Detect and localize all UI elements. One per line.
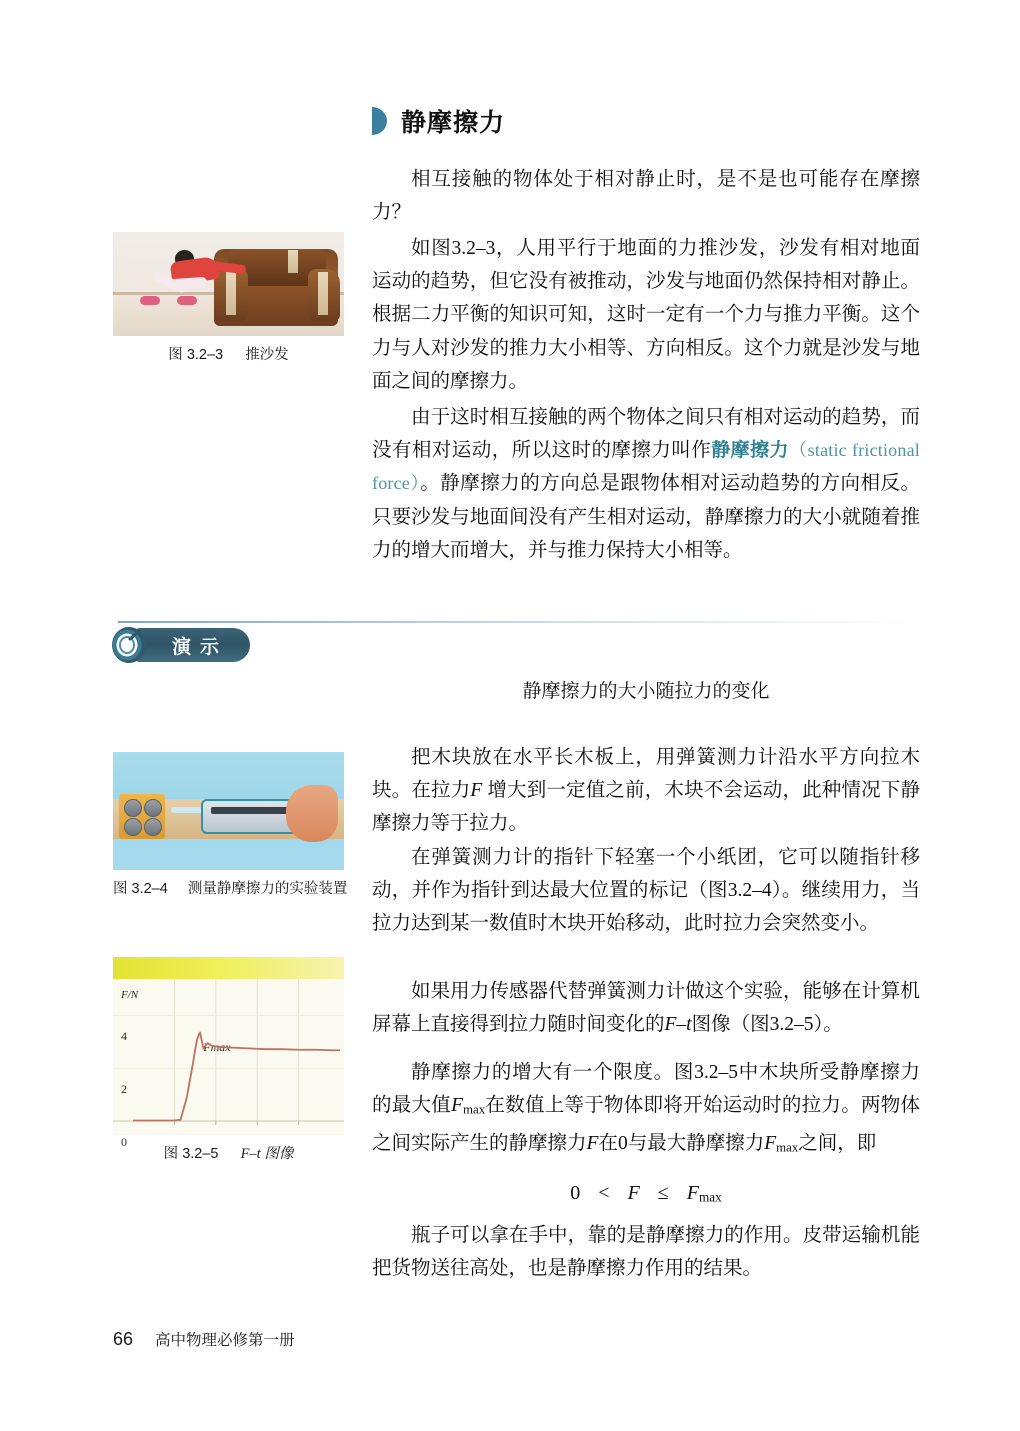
- figure-caption: [113, 877, 348, 898]
- chart-y-axis-label: F/N: [121, 989, 139, 1001]
- paragraph-static-friction-definition: [372, 401, 920, 567]
- symbol-Fmax-2: Fmax: [764, 1132, 799, 1155]
- paragraph-demo-setup: [372, 741, 920, 841]
- magnifier-icon: [110, 624, 152, 666]
- chart-curve-svg: [113, 979, 344, 1135]
- symbol-Fmax: Fmax: [451, 1095, 486, 1117]
- figure-caption-text: F–t 图像: [240, 1146, 294, 1162]
- paragraph-text: 相互接触的物体处于相对静止时，是不是也可能存在摩擦力？: [372, 169, 920, 224]
- person-back-shoe: [140, 296, 160, 305]
- limit-tail: 之间，即: [798, 1132, 877, 1154]
- formula-Fmax: Fmax: [686, 1182, 722, 1205]
- paragraph-intro-question: [372, 163, 920, 229]
- page-title: [372, 103, 505, 139]
- paragraph-max-static-friction: [372, 1056, 920, 1164]
- limit-mid2: 在0与最大静摩擦力: [598, 1132, 765, 1154]
- connecting-hook: [171, 807, 203, 813]
- demo-badge-label: 演示: [172, 636, 229, 658]
- symbol-F: F: [586, 1132, 599, 1154]
- hand: [286, 785, 338, 842]
- demo-setup-lead: 把木块放在水平长木板上，用弹簧测力计沿水平方向拉木块。在拉力: [372, 747, 920, 802]
- spring-scale-apparatus-photo: [113, 752, 344, 870]
- demo-sensor-lead: 如果用力传感器代替弹簧测力计做这个实验，能够在计算机屏幕上直接得到拉力随时间变化的: [372, 981, 920, 1036]
- formula-less-than: <: [598, 1182, 610, 1204]
- figure-number: 图 3.2–5: [163, 1146, 219, 1162]
- formula-zero: 0: [570, 1182, 581, 1204]
- formula-static-friction-range: [372, 1182, 920, 1205]
- paragraph-demo-marker: [372, 841, 920, 941]
- chart-y-tick-0: 0: [121, 1135, 127, 1149]
- person-front-leg: [171, 277, 208, 289]
- paragraph-text: 在弹簧测力计的指针下轻塞一个小纸团，它可以随指针移动，并作为指针到达最大位置的标记（图3.2–4）。继续用力，当拉力达到某一数值时木块开始移动，此时拉力会突然变小。: [372, 847, 920, 935]
- demo-title: 静摩擦力的大小随拉力的变化: [522, 681, 770, 702]
- figure-3-2-3: [113, 232, 344, 364]
- chart-plot-area: [113, 979, 344, 1149]
- sofa-strap-right: [318, 272, 328, 316]
- section-heading-label: 静摩擦力: [401, 109, 506, 137]
- footer-book-title: 高中物理必修第一册: [155, 1332, 295, 1349]
- demo-sensor-tail: 图像（图3.2–5）。: [691, 1014, 843, 1036]
- weight-disc: [144, 818, 162, 836]
- weight-disc: [124, 799, 142, 817]
- figure-number: 图 3.2–4: [113, 881, 168, 897]
- paragraph-demo-sensor: [372, 975, 920, 1041]
- symbol-F: F: [470, 780, 483, 802]
- figure-caption: [113, 1142, 344, 1163]
- figure-number: 图 3.2–3: [168, 347, 224, 363]
- paragraph-applications: [372, 1219, 920, 1285]
- weight-disc: [144, 799, 162, 817]
- paragraph-text: 如图3.2–3，人用平行于地面的力推沙发，沙发有相对地面运动的趋势，但它没有被推动，沙发与地面仍然保持相对静止。根据二力平衡的知识可知，这时一定有一个力与推力平衡。这个力与人对沙发的推力大小相等、方向相反。这个力就是沙发与地面之间的摩擦力。: [372, 238, 920, 392]
- wooden-block: [119, 794, 165, 839]
- figure-caption-text: 推沙发: [245, 347, 289, 363]
- paragraph-text: [372, 1056, 920, 1164]
- limit-mid: 在数值上等于物体即将开始运动时的拉力。两物体之间实际产生的静摩擦力: [372, 1095, 920, 1154]
- keyword-static-friction-en: （static frictional force）: [372, 440, 920, 494]
- force-time-graph: [113, 957, 344, 1149]
- formula-less-equal: ≤: [657, 1182, 669, 1204]
- keyword-static-friction-cn: 静摩擦力: [711, 440, 790, 462]
- figure-caption-text: 测量静摩擦力的实验装置: [187, 881, 348, 897]
- definition-lead-text: 由于这时相互接触的两个物体之间只有相对运动的趋势，而没有相对运动，所以这时的摩擦力叫作: [372, 407, 920, 462]
- person-front-shoe: [177, 296, 197, 305]
- definition-tail-text: 。静摩擦力的方向总是跟物体相对运动趋势的方向相反。只要沙发与地面间没有产生相对运动，静摩擦力的大小就随着推力的增大而增大，并与推力保持大小相等。: [372, 473, 920, 561]
- paragraph-text: [372, 975, 920, 1041]
- chart-y-tick-2: 2: [121, 1082, 127, 1097]
- chart-y-tick-4: 4: [121, 1029, 127, 1044]
- chart-top-banner: [113, 957, 344, 979]
- chart-annotation-fmax: Fmax: [203, 1039, 231, 1054]
- paragraph-text: [372, 741, 920, 841]
- half-circle-bullet-icon: [372, 107, 387, 135]
- limit-lead: 静摩擦力的增大有一个限度。图3.2–5中木块所受静摩擦力的最大值: [372, 1062, 920, 1117]
- figure-caption: [113, 343, 344, 364]
- sofa-strap-left: [226, 272, 236, 316]
- paragraph-text: 瓶子可以拿在手中，靠的是静摩擦力的作用。皮带运输机能把货物送往高处，也是静摩擦力作用的结果。: [372, 1225, 920, 1280]
- footer-page-number: 66: [113, 1329, 134, 1349]
- figure-3-2-5: [113, 957, 344, 1163]
- symbol-F-t: F–t: [664, 1014, 692, 1036]
- person-pushing-sofa-photo: [113, 232, 344, 336]
- weight-disc: [124, 818, 142, 836]
- demo-setup-tail: 增大到一定值之前，木块不会运动，此种情况下静摩擦力等于拉力。: [372, 780, 920, 835]
- paragraph-sofa-example: [372, 232, 920, 398]
- figure-3-2-4: [113, 752, 348, 898]
- sofa-strap-back: [288, 250, 298, 273]
- formula-F: F: [627, 1182, 640, 1204]
- demo-section-badge: [110, 622, 250, 668]
- page-footer: [113, 1328, 295, 1350]
- paragraph-text: [372, 401, 920, 567]
